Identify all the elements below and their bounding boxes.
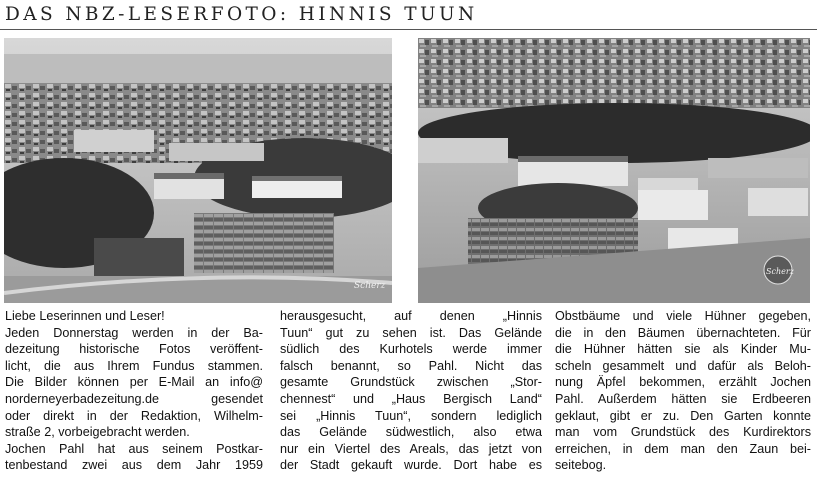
column-line: man vom Grundstück des Kurdirektors bbox=[555, 425, 811, 440]
column-line: Pahl. Außerdem hätten sie Erdbeeren bbox=[555, 391, 811, 406]
column-line: die in den Bäumen übernachteten. Für bbox=[555, 325, 811, 340]
photo-right-signature: Scherz bbox=[766, 267, 794, 276]
column-line: licht, die aus Ihrem Fundus stammen. bbox=[5, 358, 263, 373]
column-line: Liebe Leserinnen und Leser! bbox=[5, 309, 165, 323]
column-line: nur ein Viertel des Areals, das jetzt von bbox=[280, 441, 542, 456]
column-line: nung Äpfel bekommen, erzählt Jochen bbox=[555, 375, 811, 390]
column-line: oder direkt in der Redaktion, Wilhelm- bbox=[5, 408, 263, 423]
photo-aerial-left-image bbox=[4, 38, 392, 303]
column-line: chennest“ und „Haus Bergisch Land“ bbox=[280, 391, 542, 406]
column-line: geklaut, gibt er zu. Den Garten konnte bbox=[555, 408, 811, 423]
column-line: herausgesucht, auf denen „Hinnis bbox=[280, 309, 542, 323]
article-column-3 bbox=[555, 308, 811, 474]
column-line: straße 2, vorbeigebracht werden. bbox=[5, 425, 190, 440]
column-line: Jochen Pahl hat aus seinem Postkar- bbox=[5, 441, 263, 456]
photo-aerial-right bbox=[418, 38, 810, 303]
column-line: das Gelände südwestlich, also etwa bbox=[280, 425, 542, 440]
photo-aerial-left bbox=[4, 38, 392, 303]
column-line: tenbestand zwei aus dem Jahr 1959 bbox=[5, 458, 263, 473]
photo-aerial-right-image bbox=[418, 38, 810, 303]
column-line: falsch benannt, so Pahl. Nicht das bbox=[280, 358, 542, 373]
headline: DAS NBZ-LESERFOTO: HINNIS TUUN bbox=[5, 4, 478, 25]
column-line: Die Bilder können per E-Mail an info@ bbox=[5, 375, 263, 390]
column-line: sei „Hinnis Tuun“, sondern lediglich bbox=[280, 408, 542, 423]
column-line: Obstbäume und viele Hühner gegeben, bbox=[555, 309, 811, 323]
column-line: die Hühner hätten sie als Kinder Mu- bbox=[555, 342, 811, 357]
column-line: Tuun“ gut zu sehen ist. Das Gelände bbox=[280, 325, 542, 340]
column-line: dezeitung historische Fotos veröffent- bbox=[5, 342, 263, 357]
column-line: der Stadt gekauft wurde. Dort habe es bbox=[280, 458, 542, 473]
column-line: gesamte Grundstück zwischen „Stor- bbox=[280, 375, 542, 390]
column-line: erreichen, in dem man den Zaun bei- bbox=[555, 441, 811, 456]
column-line: Jeden Donnerstag werden in der Ba- bbox=[5, 325, 263, 340]
column-line: norderneyerbadezeitung.de gesendet bbox=[5, 391, 263, 406]
article-column-1 bbox=[5, 308, 263, 474]
photo-left-signature: Scherz bbox=[354, 281, 386, 291]
column-line: seitebog. bbox=[555, 458, 607, 473]
headline-rule bbox=[0, 29, 817, 30]
column-line: südlich des Kurhotels werde immer bbox=[280, 342, 542, 357]
article-column-2 bbox=[280, 308, 542, 474]
column-line: scheln gesammelt und dafür als Beloh- bbox=[555, 358, 811, 373]
